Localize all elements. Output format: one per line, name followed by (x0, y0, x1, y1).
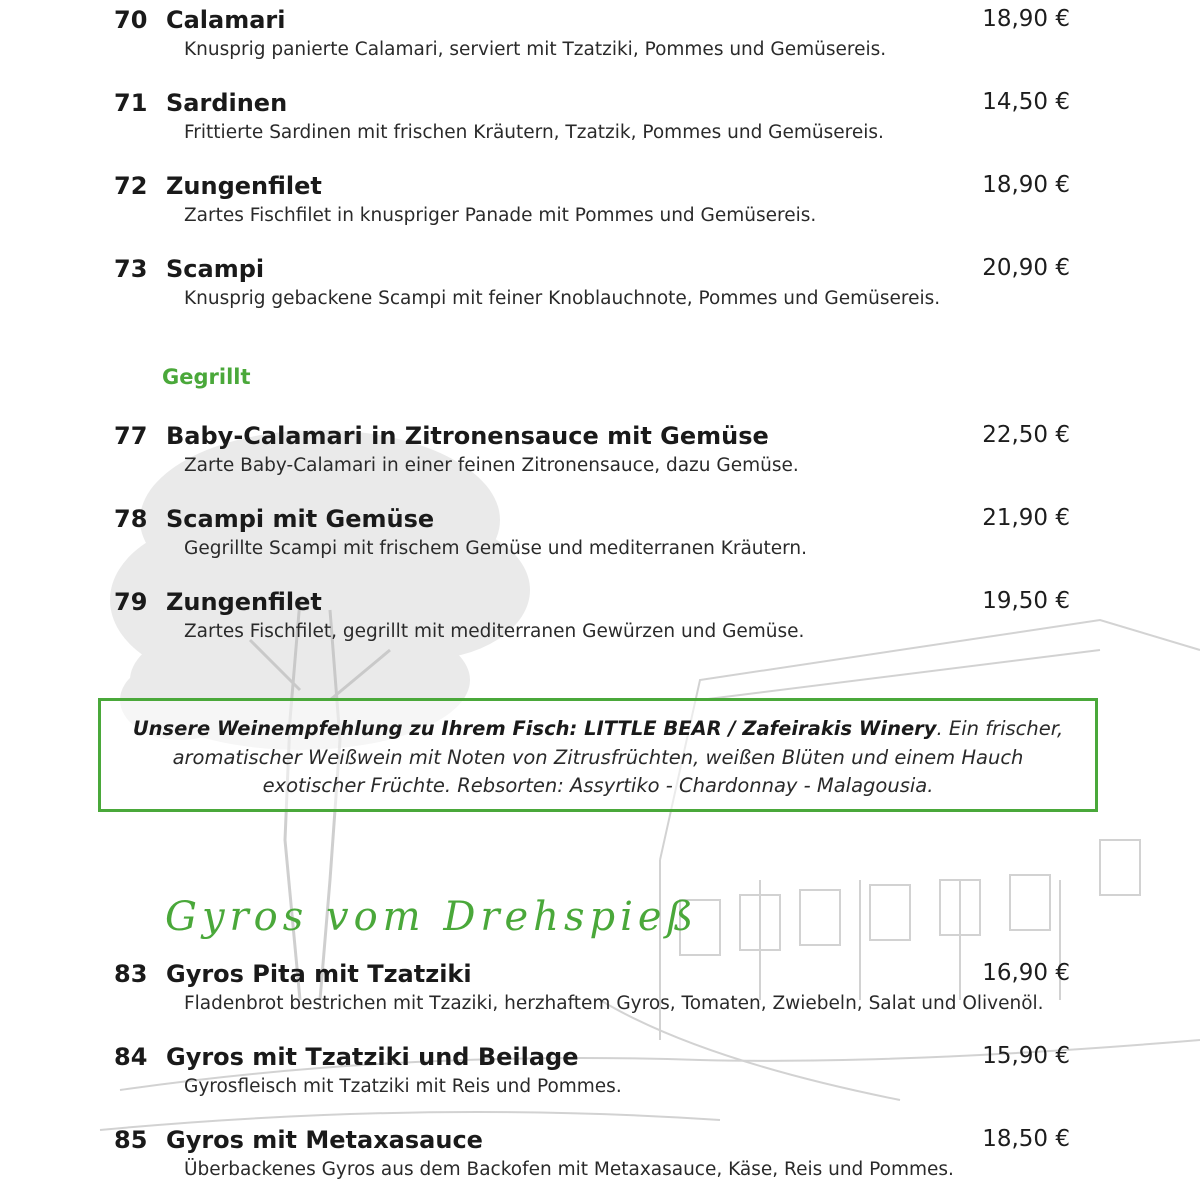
item-description: Knusprig panierte Calamari, serviert mit Tzatziki, Pommes und Gemüsereis. (184, 39, 887, 60)
item-name: Sardinen (166, 89, 288, 117)
item-description: Fladenbrot bestrichen mit Tzaziki, herzhaftem Gyros, Tomaten, Zwiebeln, Salat und Olivenöl. (184, 993, 1044, 1014)
item-number: 71 (114, 89, 148, 117)
wine-recommendation-lead: Unsere Weinempfehlung zu Ihrem Fisch: LITTLE BEAR / Zafeirakis Winery (132, 717, 937, 740)
item-name: Scampi (166, 255, 265, 283)
item-description: Gegrillte Scampi mit frischem Gemüse und mediterranen Kräutern. (184, 538, 808, 559)
item-number: 85 (114, 1126, 148, 1154)
item-number: 78 (114, 505, 148, 533)
item-description: Zartes Fischfilet in knuspriger Panade mit Pommes und Gemüsereis. (184, 205, 817, 226)
item-name: Gyros mit Metaxasauce (166, 1126, 483, 1154)
item-name: Scampi mit Gemüse (166, 505, 435, 533)
item-name: Gyros mit Tzatziki und Beilage (166, 1043, 579, 1071)
item-name: Zungenfilet (166, 172, 322, 200)
wine-recommendation-text: . Ein frischer, aromatischer Weißwein mit Noten von Zitrusfrüchten, weißen Blüten und einem Hauch exotischer Früchte. Rebsorten: Assyrtiko - Chardonnay - Malagousia. (172, 717, 1064, 797)
item-number: 84 (114, 1043, 148, 1071)
item-price: 15,90 € (982, 1043, 1070, 1069)
item-price: 22,50 € (982, 422, 1070, 448)
section-heading-gyros-text: Gyros vom Drehspieß (165, 894, 699, 940)
item-number: 83 (114, 960, 148, 988)
item-description: Zarte Baby-Calamari in einer feinen Zitronensauce, dazu Gemüse. (184, 455, 799, 476)
item-number: 70 (114, 6, 148, 34)
item-name: Gyros Pita mit Tzatziki (166, 960, 472, 988)
item-price: 16,90 € (982, 960, 1070, 986)
section-subheading-grilled: Gegrillt (162, 365, 251, 389)
item-description: Gyrosfleisch mit Tzatziki mit Reis und Pommes. (184, 1076, 622, 1097)
item-name: Baby-Calamari in Zitronensauce mit Gemüse (166, 422, 769, 450)
item-price: 19,50 € (982, 588, 1070, 614)
item-number: 77 (114, 422, 148, 450)
item-price: 14,50 € (982, 89, 1070, 115)
item-price: 20,90 € (982, 255, 1070, 281)
item-name: Zungenfilet (166, 588, 322, 616)
section-heading-gyros (165, 880, 699, 950)
item-number: 72 (114, 172, 148, 200)
item-price: 18,90 € (982, 172, 1070, 198)
item-price: 18,90 € (982, 6, 1070, 32)
item-price: 18,50 € (982, 1126, 1070, 1152)
item-description: Zartes Fischfilet, gegrillt mit mediterranen Gewürzen und Gemüse. (184, 621, 805, 642)
item-description: Frittierte Sardinen mit frischen Kräutern, Tzatzik, Pommes und Gemüsereis. (184, 122, 884, 143)
item-description: Knusprig gebackene Scampi mit feiner Knoblauchnote, Pommes und Gemüsereis. (184, 288, 941, 309)
item-name: Calamari (166, 6, 286, 34)
item-number: 79 (114, 588, 148, 616)
item-price: 21,90 € (982, 505, 1070, 531)
item-description: Überbackenes Gyros aus dem Backofen mit Metaxasauce, Käse, Reis und Pommes. (184, 1159, 954, 1180)
item-number: 73 (114, 255, 148, 283)
wine-recommendation-box (98, 698, 1098, 812)
